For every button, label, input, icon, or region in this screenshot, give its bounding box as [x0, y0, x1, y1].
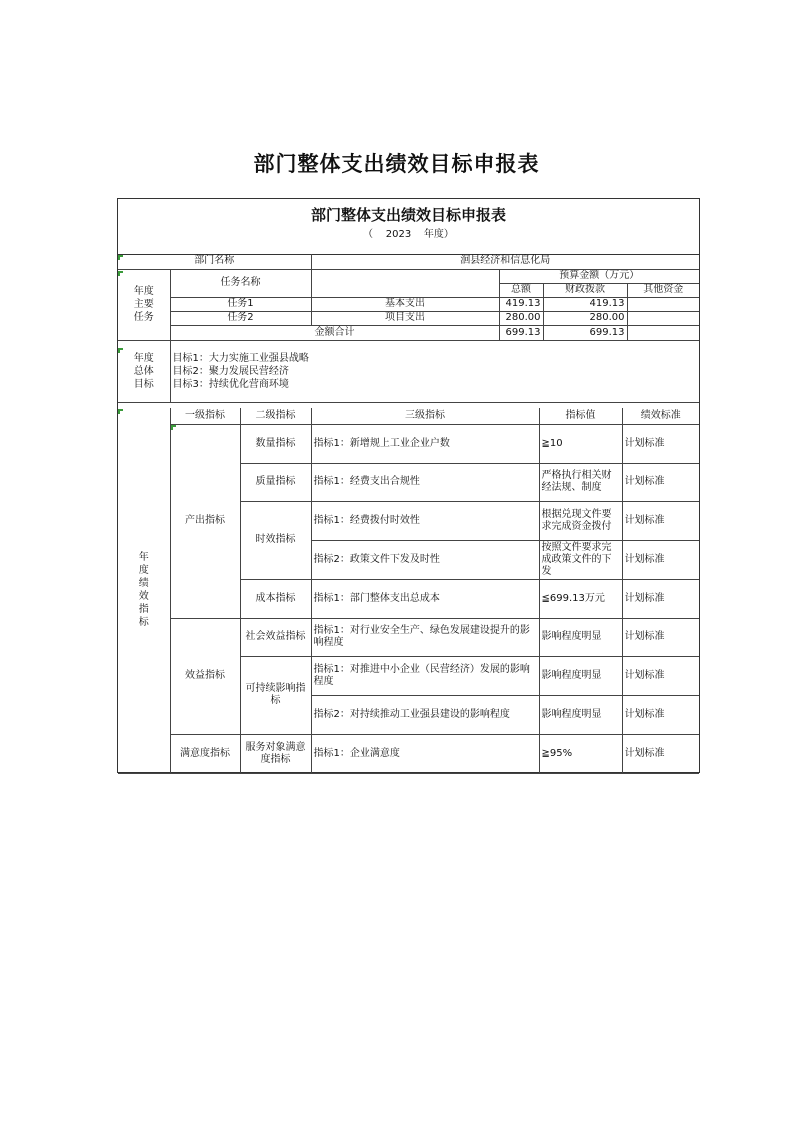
l2-cell: 成本指标 — [240, 579, 311, 618]
indicator-side-label — [118, 408, 170, 773]
form-header — [118, 199, 699, 255]
header-l3: 三级指标 — [311, 408, 539, 424]
header-l1: 一级指标 — [170, 408, 240, 424]
std-cell: 计划标准 — [622, 618, 699, 656]
std-cell: 计划标准 — [622, 695, 699, 734]
value-cell: 影响程度明显 — [539, 656, 622, 695]
task-name: 任务2 — [170, 311, 311, 325]
sum-row — [118, 325, 699, 340]
l3-cell: 指标1：企业满意度 — [311, 734, 539, 773]
dept-value: 洄县经济和信息化局 — [311, 254, 699, 269]
l3-cell: 指标1：新增规上工业企业户数 — [311, 424, 539, 463]
task-type-header — [311, 269, 499, 297]
header-std: 绩效标准 — [622, 408, 699, 424]
l2-cell: 质量指标 — [240, 463, 311, 501]
task-total: 280.00 — [499, 311, 543, 325]
std-cell: 计划标准 — [622, 463, 699, 501]
indicator-side-label-1: 年 — [138, 552, 149, 564]
cell-comment-marker — [171, 425, 176, 430]
l2-cell: 可持续影响指标 — [240, 656, 311, 734]
form-title: 部门整体支出绩效目标申报表 — [310, 206, 506, 224]
l3-cell: 指标1：对推进中小企业（民营经济）发展的影响程度 — [311, 656, 539, 695]
header-value: 指标值 — [539, 408, 622, 424]
col-other-header: 其他资金 — [627, 283, 699, 297]
goals-side-label-3: 目标 — [133, 378, 154, 390]
task-fiscal: 419.13 — [543, 297, 627, 311]
l2-cell: 服务对象满意度指标 — [240, 734, 311, 773]
l3-cell: 指标1：对行业安全生产、绿色发展建设提升的影响程度 — [311, 618, 539, 656]
goal-item: 目标1：大力实施工业强县战略 — [172, 352, 309, 364]
task-other — [627, 311, 699, 325]
std-cell: 计划标准 — [622, 424, 699, 463]
l2-cell: 数量指标 — [240, 424, 311, 463]
task-side-label-2: 主要 — [133, 299, 154, 310]
task-side-label-3: 任务 — [133, 312, 154, 323]
l3-cell: 指标2：对持续推动工业强县建设的影响程度 — [311, 695, 539, 734]
goals-side-label-2: 总体 — [133, 365, 154, 377]
cell-comment-marker — [118, 271, 123, 276]
goals-side-label — [118, 340, 170, 402]
table-row — [118, 734, 699, 773]
std-cell: 计划标准 — [622, 734, 699, 773]
indicator-side-label-4: 效 — [138, 591, 149, 603]
indicator-side-label-5: 指 — [138, 604, 149, 616]
goal-item: 目标3：持续优化营商环境 — [172, 378, 289, 390]
col-fiscal-header: 财政拨款 — [543, 283, 627, 297]
goal-item: 目标2：聚力发展民营经济 — [172, 365, 289, 377]
l2-cell: 社会效益指标 — [240, 618, 311, 656]
std-cell: 计划标准 — [622, 579, 699, 618]
indicator-side-label-3: 绩 — [138, 578, 149, 590]
task-row — [118, 297, 699, 311]
task-other — [627, 297, 699, 311]
value-cell: ≦699.13万元 — [539, 579, 622, 618]
task-name: 任务1 — [170, 297, 311, 311]
l3-cell: 指标1：部门整体支出总成本 — [311, 579, 539, 618]
task-row — [118, 311, 699, 325]
cell-comment-marker — [118, 348, 123, 353]
task-type: 项目支出 — [311, 311, 499, 325]
l3-cell: 指标2：政策文件下发及时性 — [311, 540, 539, 579]
l1-benefit: 效益指标 — [170, 618, 240, 734]
task-table — [118, 254, 699, 403]
table-row — [118, 424, 699, 463]
sum-other — [627, 325, 699, 340]
std-cell: 计划标准 — [622, 540, 699, 579]
sum-fiscal: 699.13 — [543, 325, 627, 340]
task-name-header: 任务名称 — [170, 269, 311, 297]
col-total-header: 总额 — [499, 283, 543, 297]
cell-comment-marker — [118, 409, 123, 414]
value-cell: 影响程度明显 — [539, 618, 622, 656]
table-row — [118, 618, 699, 656]
indicator-side-label-2: 度 — [138, 565, 149, 577]
task-total: 419.13 — [499, 297, 543, 311]
value-cell: ≧10 — [539, 424, 622, 463]
task-side-label-1: 年度 — [133, 286, 154, 297]
sum-total: 699.13 — [499, 325, 543, 340]
task-type: 基本支出 — [311, 297, 499, 311]
l2-cell: 时效指标 — [240, 501, 311, 579]
l1-output: 产出指标 — [170, 424, 240, 618]
l3-cell: 指标1：经费拨付时效性 — [311, 501, 539, 540]
task-side-label — [118, 269, 170, 340]
std-cell: 计划标准 — [622, 656, 699, 695]
l3-cell: 指标1：经费支出合规性 — [311, 463, 539, 501]
value-cell: 根据兑现文件要求完成资金拨付 — [539, 501, 622, 540]
budget-header: 预算金额（万元） — [499, 269, 699, 283]
sum-label: 金额合计 — [170, 325, 499, 340]
performance-form — [117, 198, 700, 773]
cell-comment-marker — [118, 255, 123, 260]
value-cell: 严格执行相关财经法规、制度 — [539, 463, 622, 501]
std-cell: 计划标准 — [622, 501, 699, 540]
goals-content — [170, 340, 699, 402]
dept-label: 部门名称 — [118, 254, 311, 269]
page-title: 部门整体支出绩效目标申报表 — [253, 152, 540, 176]
indicator-table — [118, 408, 699, 774]
task-fiscal: 280.00 — [543, 311, 627, 325]
indicator-side-label-6: 标 — [138, 617, 149, 629]
form-year: （ 2023 年度） — [363, 229, 454, 240]
value-cell: ≧95% — [539, 734, 622, 773]
header-l2: 二级指标 — [240, 408, 311, 424]
l1-satisfaction: 满意度指标 — [170, 734, 240, 773]
value-cell: 按照文件要求完成政策文件的下发 — [539, 540, 622, 579]
value-cell: 影响程度明显 — [539, 695, 622, 734]
goals-side-label-1: 年度 — [133, 352, 154, 364]
dept-row — [118, 254, 699, 269]
goals-row — [118, 340, 699, 402]
indicator-header-row — [118, 408, 699, 424]
